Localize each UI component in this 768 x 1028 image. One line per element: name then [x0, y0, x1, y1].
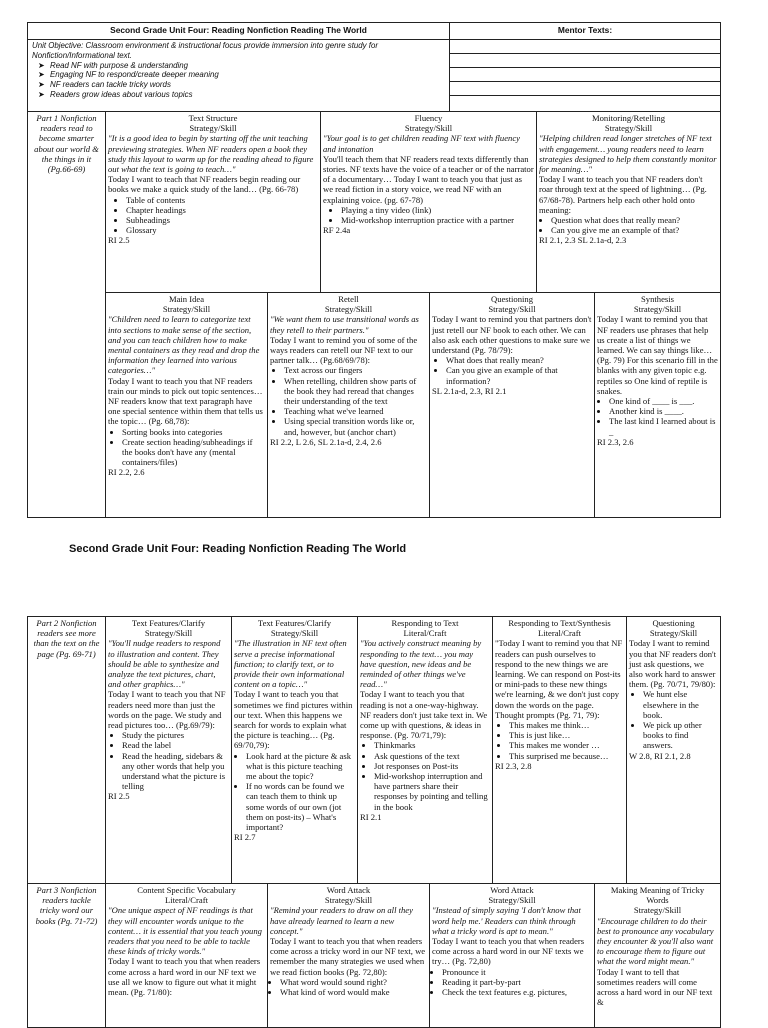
cell-body: Today I want to teach you that NF readers train our minds to pick out topic sentences… NF readers know that text paragraph have one special sentence within them that tells us the topic… (Pg. 68,78): — [108, 375, 263, 427]
questioning-cell — [429, 292, 595, 518]
questioning-cell-2 — [626, 616, 721, 884]
cell-bullets: • Table of contents • Chapter headings • Subheadings • Glossary — [108, 195, 318, 236]
cell-subheading: Words — [646, 895, 669, 906]
cell-subheading: Strategy/Skill — [604, 123, 653, 134]
standard-code: RI 2.7 — [234, 832, 256, 843]
cell-heading: Responding to Text/Synthesis — [508, 618, 611, 628]
cell-subheading: Strategy/Skill — [144, 628, 193, 639]
cell-subheading: Strategy/Skill — [649, 628, 698, 639]
cell-bullets: • Text across our fingers • When retelling, children show parts of the book they had reread that changes their understanding of the text • Teaching what we've learned • Using special transition words like or, and, however, but (anchor chart) — [270, 365, 427, 436]
standard-code: RF 2.4a — [323, 225, 351, 236]
cell-quote: "You'll nudge readers to respond to illustration and content. They should be able to synthesize and analyze the text pictures, chart, and other graphics…" — [108, 638, 221, 690]
cell-quote: "The illustration in NF text often serve a precise informational function; to clarify text, or to provide their own informational content on a topic…" — [234, 638, 347, 690]
cell-quote: "Instead of simply saying 'I don't know that word help me.' Readers can think through what a tricky word is apt to mean." — [432, 905, 581, 936]
unit-objective — [27, 39, 450, 112]
cell-heading: Questioning — [652, 618, 695, 628]
cell-quote: "One unique aspect of NF readings is that they will encounter words unique to the content… it is essential that you teach young readers that you need to be able to tackle these kinds of tricky words." — [108, 905, 262, 957]
cell-bullets: • Look hard at the picture & ask what is this picture teaching me about the topic? • If no words can be found we can teach them to think up some words of our own (jot them on post-its) – What's important? — [234, 751, 355, 833]
cell-heading: Fluency — [414, 113, 443, 123]
mentor-text-row — [449, 53, 721, 68]
cell-quote: "It is a good idea to begin by starting off the unit teaching previewing strategies. When NF readers open a book they study this layout to warm up for the reading ahead to figure out what the text is going to teach…" — [108, 133, 314, 175]
standard-code: RI 2.3, 2.6 — [597, 436, 634, 447]
cell-body: Today I want to remind you that NF readers use phrases that help us create a list of things we learned. We can say things like…(Pg. 79) For this scenario fill in the blanks with any given topic e.g. reptiles so One kind of reptile is snakes. — [597, 314, 718, 396]
cell-body: Today I want to teach that NF readers begin reading our books we make a quick study of the land… (Pg. 66-78) — [108, 174, 301, 195]
objective-bullet: ➤ Read NF with purpose & understanding — [38, 60, 189, 70]
cell-heading: Main Idea — [168, 294, 205, 304]
standard-code: SL 2.1a-d, 2.3, RI 2.1 — [432, 385, 507, 396]
cell-heading: Word Attack — [490, 885, 534, 895]
cell-subheading: Strategy/Skill — [324, 304, 373, 315]
cell-heading: Making Meaning of Tricky — [610, 885, 705, 895]
text-features-cell — [105, 616, 232, 884]
cell-subheading: Strategy/Skill — [404, 123, 453, 134]
cell-quote: "Children need to learn to categorize text into sections to make sense of the section, and you can teach children how to make mental containers as they read and drop the information they learned into various categories…" — [108, 314, 260, 376]
cell-bullets: • We hunt else elsewhere in the book. • We pick up other books to find answers. — [629, 689, 718, 750]
cell-heading: Synthesis — [641, 294, 674, 304]
cell-body: Today I want to remind you of some of the ways readers can retell our NF text to our partner talk… (Pg.68/69/78): — [270, 334, 418, 366]
arrow-icon: ➤ — [38, 80, 45, 90]
mentor-texts-label: Mentor Texts: — [557, 25, 613, 35]
cell-body: Today I want to tell that sometimes readers will come across a hard word in our NF text & — [597, 966, 713, 1008]
standard-code: RI 2.1, 2.3 SL 2.1a-d, 2.3 — [539, 235, 627, 246]
cell-body: Today I want to teach you that NF readers need more than just the words on the page. We study and read pictures too… (Pg.69/79): — [108, 689, 226, 731]
arrow-icon: ➤ — [38, 89, 45, 99]
main-idea-cell — [105, 292, 268, 518]
objective-bullet: ➤ Engaging NF to respond/create deeper meaning — [38, 70, 219, 80]
cell-heading: Content Specific Vocabulary — [137, 885, 236, 895]
cell-quote: "Remind your readers to draw on all they have already learned to learn a new concept." — [270, 905, 413, 936]
objective-line-1: Unit Objective: Classroom environment & instructional focus provide immersion into genre study for — [32, 41, 379, 50]
cell-quote: "We want them to use transitional words as they retell to their partners." — [270, 314, 419, 335]
mentor-texts-header — [449, 22, 721, 40]
standard-code: RI 2.5 — [108, 791, 130, 802]
part-3-label: Part 3 Nonfiction readers tackle tricky word our books (Pg. 71-72) — [27, 883, 106, 1028]
cell-heading: Text Features/Clarify — [131, 618, 206, 628]
mentor-text-row — [449, 81, 721, 96]
cell-quote: "You actively construct meaning by responding to the text… you may have question, new ideas and be reminded of other things we've read…" — [360, 638, 482, 690]
text-features-cell-2 — [231, 616, 358, 884]
cell-bullets: • Thinkmarks • Ask questions of the text • Jot responses on Post-its • Mid-workshop interruption and have partners share their responses by pointing and telling in the book — [360, 740, 490, 811]
cell-body: Today I want to teach you that when readers come across a hard word in our NF text we use all we know to figure out what it might mean. (Pg. 71/80): — [108, 956, 261, 998]
objective-bullet: ➤ Readers grow ideas about various topics — [38, 89, 193, 99]
standard-code: RI 2.3, 2.8 — [495, 760, 532, 771]
mentor-text-row — [449, 95, 721, 112]
synthesis-cell — [594, 292, 721, 518]
standard-code: W 2.8, RI 2.1, 2.8 — [629, 750, 691, 761]
arrow-icon: ➤ — [38, 60, 45, 70]
cell-bullets: • One kind of ____ is ___. • Another kind is ____. • The last kind I learned about is _ — [597, 396, 718, 437]
arrow-icon: ➤ — [38, 70, 45, 80]
cell-heading: Responding to Text — [391, 618, 459, 628]
cell-body: Today I want to teach you that when readers come across a tricky word in our NF text, we remember the many strategies we used when we read fiction books (Pg. 72,80): — [270, 936, 426, 977]
cell-heading: Questioning — [490, 294, 533, 304]
responding-synthesis-cell — [492, 616, 627, 884]
cell-subheading: Strategy/Skill — [633, 905, 682, 916]
cell-subheading: Literal/Craft — [538, 628, 581, 639]
page-2-title: Second Grade Unit Four: Reading Nonfiction Reading The World — [69, 543, 407, 555]
cell-heading: Text Features/Clarify — [257, 618, 332, 628]
standard-code: RI 2.1 — [360, 811, 382, 822]
standard-code: RI 2.2, 2.6 — [108, 467, 145, 478]
objective-line-2: Nonfiction/Informational text. — [32, 50, 132, 60]
cell-body: Today I want to teach you that sometimes we find pictures within our text. When this happens we search for words to explain what the picture is teaching… (Pg. 69/70,79): — [234, 689, 353, 751]
part-2-label: Part 2 Nonfiction readers see more than the text on the page (Pg. 69-71) — [27, 616, 106, 884]
cell-heading: Retell — [338, 294, 359, 304]
cell-subheading: Literal/Craft — [165, 895, 208, 906]
cell-bullets: • Study the pictures • Read the label • Read the heading, sidebars & any other words that help you understand what the picture is telling — [108, 730, 229, 791]
cell-body: Today I want to teach you that NF readers don't roar through text at the speed of lightning… (Pg. 67/68-78). Partners help each other hold onto meaning: — [539, 174, 707, 215]
mentor-text-row — [449, 67, 721, 82]
cell-quote: "Encourage children to do their best to pronounce any vocabulary they encounter & you'll also want to encourage them to figure out what the word might mean." — [597, 915, 714, 967]
cell-subheading: Strategy/Skill — [270, 628, 319, 639]
cell-heading: Monitoring/Retelling — [591, 113, 666, 123]
standard-code: RI 2.5 — [108, 235, 130, 246]
cell-heading: Word Attack — [326, 885, 371, 895]
cell-bullets: • Sorting books into categories • Create section heading/subheadings if the books don't have any (mental containers/files) — [108, 427, 265, 468]
monitoring-retelling-cell — [536, 111, 721, 293]
cell-body: Today I want to teach you that when readers come across a hard word in our NF texts we try… (Pg. 72,80) — [432, 936, 585, 967]
cell-body: Today I want to teach you that reading is not a one-way-highway. NF readers don't just take text in. We come up with questions, & ideas in response. (Pg. 70/71,79): — [360, 689, 488, 741]
cell-bullets: • Pronounce it • Reading it part-by-part • Check the text features e.g. pictures, — [432, 967, 592, 998]
content-vocabulary-cell — [105, 883, 268, 1028]
mentor-text-row — [449, 39, 721, 54]
cell-bullets: • What does that really mean? • Can you give an example of that information? — [432, 355, 592, 386]
fluency-cell — [320, 111, 537, 293]
cell-bullets: • This makes me think… • This is just like… • This makes me wonder … • This surprised me because… — [495, 720, 624, 761]
objective-bullet: ➤ NF readers can tackle tricky words — [38, 80, 171, 90]
cell-subheading: Strategy/Skill — [633, 304, 682, 315]
part-1-label: Part 1 Nonfiction readers read to become smarter about our world & the things in it (Pg.66-69) — [27, 111, 106, 518]
cell-subheading: Strategy/Skill — [189, 123, 237, 134]
cell-quote: "Helping children read longer stretches of NF text with engagement… young readers need to learn strategies designed to help them constantly monitor for meaning…" — [539, 133, 717, 175]
word-attack-cell — [267, 883, 430, 1028]
tricky-words-cell — [594, 883, 721, 1028]
cell-heading: Text Structure — [188, 113, 238, 123]
cell-bullets: • Playing a tiny video (link) • Mid-workshop interruption practice with a partner — [323, 205, 534, 225]
text-structure-cell — [105, 111, 321, 293]
standard-code: RI 2.2, L 2.6, SL 2.1a-d, 2.4, 2.6 — [270, 436, 382, 447]
cell-bullets: • Question what does that really mean? • Can you give me an example of that? — [539, 215, 718, 235]
cell-quote: "Your goal is to get children reading NF text with fluency and intonation — [323, 133, 520, 154]
cell-subheading: Literal/Craft — [403, 628, 447, 639]
doc-title: Second Grade Unit Four: Reading Nonfiction Reading The World — [110, 25, 367, 35]
cell-body: "Today I want to remind you that NF readers can push ourselves to respond to the new things we are learning. We can respond on Post-its or mini-pads to these new things we're learning, & we don't just copy down the words on the page. Thought prompts (Pg. 71, 79): — [495, 638, 623, 720]
retell-cell — [267, 292, 430, 518]
cell-subheading: Strategy/Skill — [162, 304, 211, 315]
doc-title-cell — [27, 22, 450, 40]
cell-subheading: Strategy/Skill — [488, 895, 536, 906]
cell-bullets: • What word would sound right? • What kind of word would make — [270, 977, 427, 997]
word-attack-cell-2 — [429, 883, 595, 1028]
cell-subheading: Strategy/Skill — [488, 304, 536, 315]
cell-subheading: Strategy/Skill — [324, 895, 373, 906]
cell-body: Today I want to remind you that NF readers don't just ask questions, we also work hard to answer them. (Pg. 70/71, 79/80): — [629, 638, 716, 690]
cell-body: You'll teach them that NF readers read texts differently than stories. NF texts have the voice of a teacher or of the narrator of a documentary… Today I want to teach you that just as we read fiction in a story voice, we read NF with an explaining voice. (pg. 67-78) — [323, 153, 534, 205]
responding-to-text-cell — [357, 616, 493, 884]
cell-body: Today I want to remind you that partners don't just retell our NF book to each other. We can also ask each other questions to make sure we understand (Pg. 78/79): — [432, 314, 592, 356]
